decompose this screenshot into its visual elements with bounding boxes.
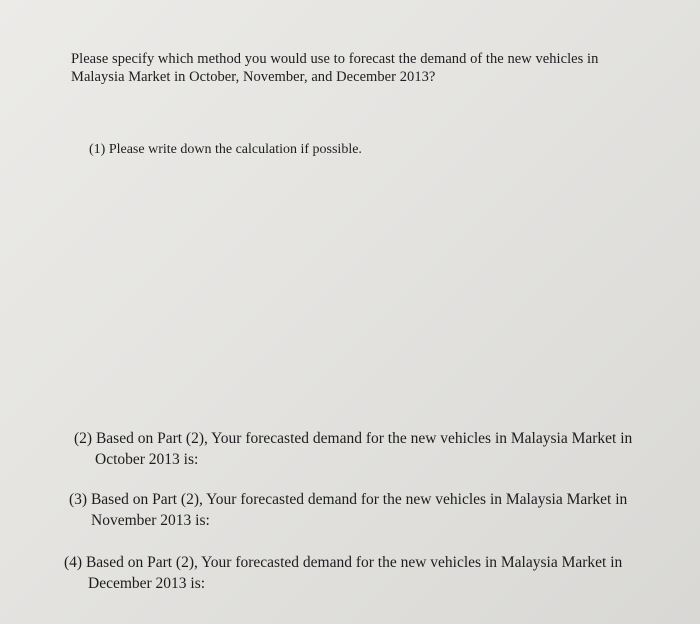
part-2-line-2: October 2013 is:: [95, 451, 199, 468]
question-line-1: Please specify which method you would use to forecast the demand of the new vehicles in: [71, 51, 599, 67]
part-2-question: [74, 428, 632, 470]
part-4-question: [64, 552, 622, 594]
question-line-2: Malaysia Market in October, November, and December 2013?: [71, 69, 436, 85]
part-3-question: [69, 489, 627, 531]
part-2-line-1: (2) Based on Part (2), Your forecasted demand for the new vehicles in Malaysia Market in: [74, 430, 633, 447]
part-3-line-2: November 2013 is:: [91, 512, 210, 529]
part-3-line-1: (3) Based on Part (2), Your forecasted demand for the new vehicles in Malaysia Market in: [69, 491, 628, 508]
part-4-line-1: (4) Based on Part (2), Your forecasted demand for the new vehicles in Malaysia Market in: [64, 554, 623, 571]
part-1-instruction: (1) Please write down the calculation if possible.: [89, 142, 362, 157]
main-question: [71, 50, 631, 86]
part-4-line-2: December 2013 is:: [88, 575, 206, 592]
